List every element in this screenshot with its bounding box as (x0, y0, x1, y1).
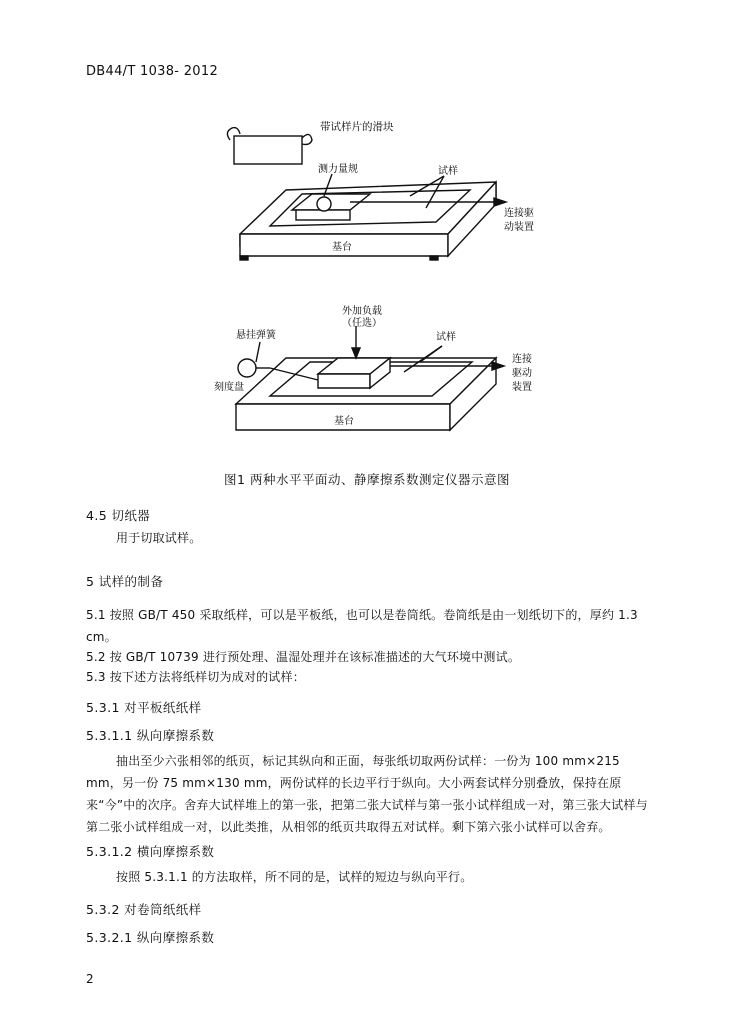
section-5-2-text: 5.2 按 GB/T 10739 进行预处理、温湿处理并在该标准描述的大气环境中测试。 (86, 650, 521, 664)
label-load-2: （任选） (342, 318, 382, 329)
section-5-3-1-1-heading: 5.3.1.1 纵向摩擦系数 (86, 728, 215, 743)
document-code: DB44/T 1038- 2012 (86, 64, 219, 79)
section-5-heading: 5 试样的制备 (86, 574, 164, 589)
sled-icon (227, 128, 312, 164)
label-load-1: 外加负载 (342, 306, 382, 317)
label-force-gauge: 测力量规 (318, 164, 358, 175)
label-drive-top-2: 动装置 (504, 222, 534, 233)
section-5-3-1-2-body: 按照 5.3.1.1 的方法取样，所不同的是，试样的短边与纵向平行。 (116, 870, 473, 884)
label-drive-bottom-3: 装置 (512, 382, 532, 393)
label-drive-bottom-2: 驱动 (512, 368, 532, 379)
label-sample-top: 试样 (438, 166, 458, 177)
section-5-3-1-1-body: 抽出至少六张相邻的纸页，标记其纵向和正面，每张纸切取两份试样：一份为 100 mm×215 mm，另一份 75 mm×130 mm，两份试样的长边平行于纵向。大小两套试样分别叠放，保持在原来“今”中的次序。舍弃大试样堆上的第一张，把第二张大试样与第一张小试样组成一对，第三张大试样与第二张小试样组成一对，以此类推，从相邻的纸页共取得五对试样。剩下第六张小试样可以舍弃。 (86, 754, 648, 834)
friction-apparatus-diagram (200, 118, 560, 458)
section-4-5-body: 用于切取试样。 (116, 531, 202, 545)
label-base-bottom: 基台 (334, 416, 354, 427)
section-5-3-text: 5.3 按下述方法将纸样切为成对的试样： (86, 670, 305, 684)
page-number: 2 (86, 972, 94, 986)
label-sample-bottom: 试样 (436, 332, 456, 343)
dial-gauge-icon (238, 359, 256, 377)
label-drive-bottom-1: 连接 (512, 354, 532, 365)
label-drive-top-1: 连接驱 (504, 208, 534, 219)
label-spring: 悬挂弹簧 (236, 330, 276, 341)
section-5-3-1-2-heading: 5.3.1.2 横向摩擦系数 (86, 844, 215, 859)
section-5-3-2-heading: 5.3.2 对卷筒纸纸样 (86, 902, 202, 917)
label-dial: 刻度盘 (214, 382, 244, 393)
section-4-5-heading: 4.5 切纸器 (86, 508, 151, 523)
label-sled: 带试样片的滑块 (320, 121, 394, 133)
section-5-3-2-1-heading: 5.3.2.1 纵向摩擦系数 (86, 930, 215, 945)
label-base-top: 基台 (332, 242, 352, 253)
figure-caption: 图1 两种水平平面动、静摩擦系数测定仪器示意图 (224, 472, 510, 487)
section-5-1-text: 5.1 按照 GB/T 450 采取纸样，可以是平板纸，也可以是卷筒纸。卷筒纸是由一划纸切下的，厚约 1.3 cm。 (86, 608, 638, 644)
force-gauge-icon (317, 197, 331, 211)
section-5-3-1-heading: 5.3.1 对平板纸纸样 (86, 700, 202, 715)
